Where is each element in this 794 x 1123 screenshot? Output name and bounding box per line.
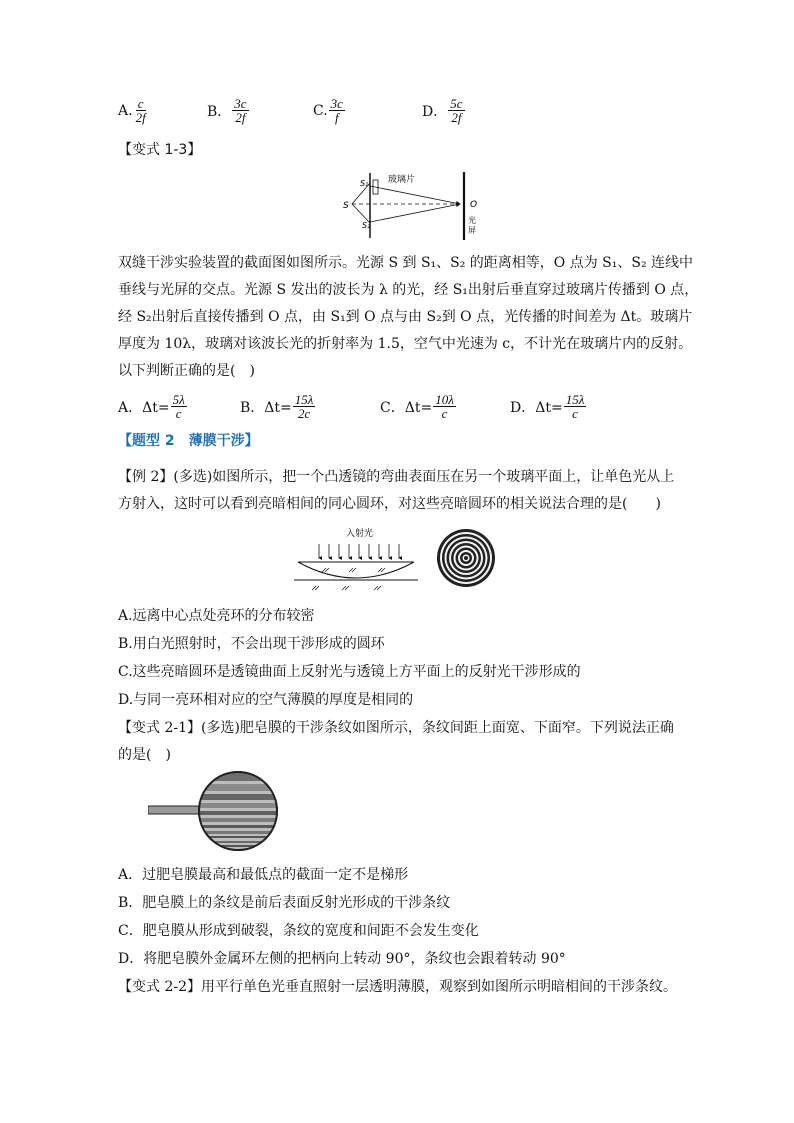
paragraph-line: 【变式 2-1】(多选)肥皂膜的干涉条纹如图所示，条纹间距上面宽、下面窄。下列说法正确 [118, 720, 674, 736]
paragraph-line: 以下判断正确的是( ) [118, 363, 255, 379]
option-c[interactable]: C．肥皂膜从形成到破裂，条纹的宽度和间距不会发生变化 [118, 923, 479, 939]
paragraph-line: 垂线与光屏的交点。光源 S 发出的波长为 λ 的光，经 S₁出射后垂直穿过玻璃片传播到 O 点， [118, 282, 699, 298]
paragraph-line: 方射入，这时可以看到亮暗相间的同心圆环，对这些亮暗圆环的相关说法合理的是( ) [118, 496, 661, 512]
s1-label: S₁ [360, 179, 369, 188]
fraction: $\frac{3c}{f}$ [330, 96, 343, 125]
paragraph-line: 的是( ) [118, 747, 171, 763]
option-a[interactable]: A．过肥皂膜最高和最低点的截面一定不是梯形 [118, 867, 409, 883]
option-d[interactable]: D． $\frac{5c}{2f}$ [422, 96, 463, 125]
paragraph-line: 厚度为 10λ，玻璃对该波长光的折射率为 1.5，空气中光速为 c，不计光在玻璃片内的反射。 [118, 336, 693, 352]
section-heading: 【题型 2 薄膜干涉】 [118, 433, 259, 449]
option-a[interactable]: A.远离中心点处亮环的分布较密 [118, 608, 315, 624]
screen-label-1: 光 [468, 216, 476, 225]
double-slit-figure [340, 170, 490, 242]
fraction: $\frac{5\lambda}{c}$ [172, 392, 185, 421]
fraction: $\frac{c}{2f}$ [135, 96, 146, 125]
glass-label: 玻璃片 [388, 175, 416, 185]
option-d[interactable]: D．将肥皂膜外金属环左侧的把柄向上转动 90°，条纹也会跟着转动 90° [118, 951, 566, 967]
paragraph-line: 双缝干涉实验装置的截面图如图所示。光源 S 到 S₁、S₂ 的距离相等，O 点为 S₁、S₂ 连线中 [118, 255, 694, 271]
paragraph-line: 【例 2】(多选)如图所示，把一个凸透镜的弯曲表面压在另一个玻璃平面上，让单色光从上 [118, 469, 675, 485]
option-a[interactable]: A. $\frac{c}{2f}$ [118, 96, 146, 125]
fraction: $\frac{3c}{2f}$ [234, 96, 247, 125]
option-b[interactable]: B.用白光照射时，不会出现干涉形成的圆环 [118, 636, 385, 652]
option-d[interactable]: D．Δt= $\frac{15\lambda}{c}$ [510, 392, 585, 421]
option-b[interactable]: B． $\frac{3c}{2f}$ [207, 96, 247, 125]
soap-film-image [148, 770, 280, 852]
variant-1-3-label: 【变式 1-3】 [118, 142, 202, 158]
fraction: $\frac{15\lambda}{2c}$ [294, 392, 314, 421]
option-b[interactable]: B．Δt= $\frac{15\lambda}{2c}$ [240, 392, 314, 421]
o-label: O [470, 200, 478, 210]
fraction: $\frac{15\lambda}{c}$ [565, 392, 585, 421]
newton-rings-image [436, 528, 496, 588]
option-c[interactable]: C．Δt= $\frac{10\lambda}{c}$ [380, 392, 454, 421]
option-c[interactable]: C. $\frac{3c}{f}$ [313, 96, 343, 125]
option-d[interactable]: D.与同一亮环相对应的空气薄膜的厚度是相同的 [118, 692, 414, 708]
incident-light-label: 入射光 [346, 529, 374, 539]
option-b[interactable]: B．肥皂膜上的条纹是前后表面反射光形成的干涉条纹 [118, 895, 451, 911]
paragraph-line: 经 S₂出射后直接传播到 O 点，由 S₁到 O 点与由 S₂到 O 点，光传播的时间差为 Δt。玻璃片 [118, 309, 693, 325]
option-a[interactable]: A．Δt= $\frac{5\lambda}{c}$ [118, 392, 185, 421]
fraction: $\frac{5c}{2f}$ [450, 96, 463, 125]
s-label: S [343, 201, 349, 211]
fraction: $\frac{10\lambda}{c}$ [435, 392, 454, 421]
lens-figure [292, 524, 420, 598]
paragraph-line: 【变式 2-2】用平行单色光垂直照射一层透明薄膜，观察到如图所示明暗相间的干涉条纹。 [118, 979, 677, 995]
option-c[interactable]: C.这些亮暗圆环是透镜曲面上反射光与透镜上方平面上的反射光干涉形成的 [118, 664, 581, 680]
s2-label: S₂ [362, 221, 371, 230]
screen-label-2: 屏 [468, 226, 476, 235]
